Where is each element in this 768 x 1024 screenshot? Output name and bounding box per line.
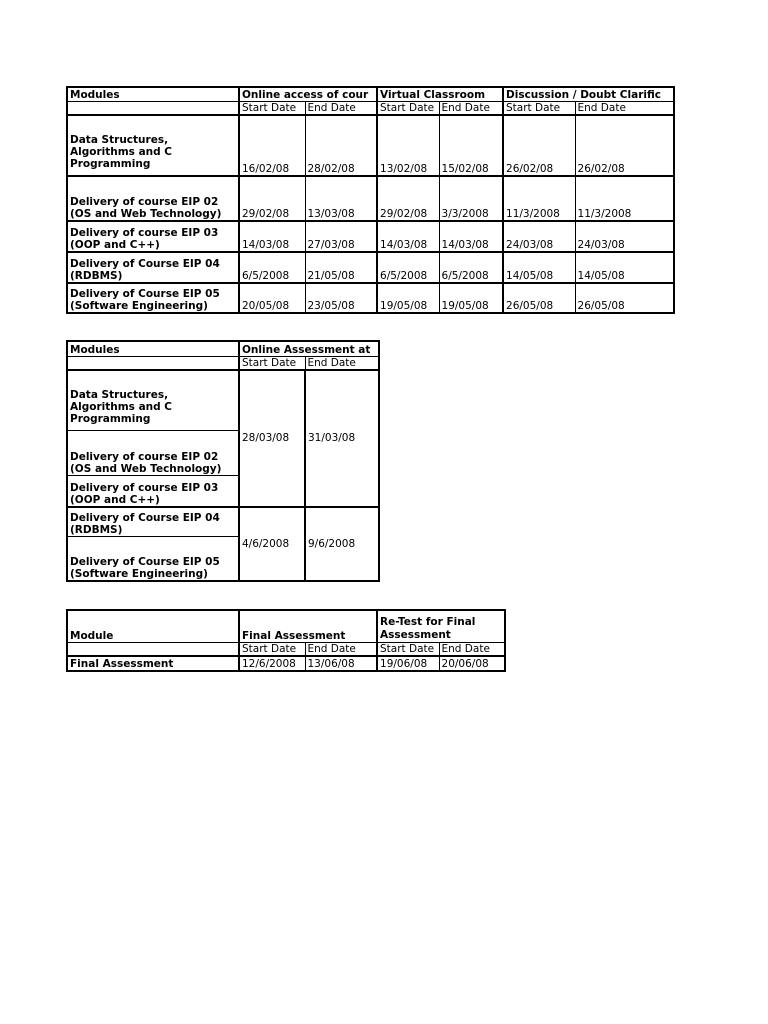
- start-date-header: Start Date: [239, 356, 305, 370]
- date-cell: 27/03/08: [305, 221, 377, 252]
- module-name: Final Assessment: [67, 656, 239, 671]
- date-cell: 29/02/08: [239, 176, 305, 221]
- date-cell: 24/03/08: [575, 221, 674, 252]
- date-cell: 13/06/08: [305, 656, 377, 671]
- date-cell: 14/03/08: [239, 221, 305, 252]
- table-row: [67, 252, 674, 283]
- table-row: [67, 176, 674, 221]
- date-cell: 13/02/08: [377, 115, 439, 176]
- schedule-table-final-assessment: [66, 609, 506, 672]
- subheader-blank: [67, 642, 239, 656]
- date-cell: 19/05/08: [377, 283, 439, 313]
- date-cell: 15/02/08: [439, 115, 503, 176]
- date-cell: 14/03/08: [439, 221, 503, 252]
- date-cell: 21/05/08: [305, 252, 377, 283]
- subheader-row: [67, 642, 505, 656]
- group1-end-date: 31/03/08: [305, 370, 379, 507]
- modules-header: Modules: [67, 87, 239, 101]
- online-access-header: Online access of cour: [239, 87, 377, 101]
- date-cell: 14/05/08: [503, 252, 575, 283]
- start-date-header: Start Date: [239, 101, 305, 115]
- end-date-header: End Date: [439, 101, 503, 115]
- date-cell: 6/5/2008: [439, 252, 503, 283]
- date-cell: 28/02/08: [305, 115, 377, 176]
- date-cell: 14/03/08: [377, 221, 439, 252]
- module-name: Delivery of course EIP 02 (OS and Web Technology): [67, 431, 239, 476]
- end-date-header: End Date: [305, 101, 377, 115]
- date-cell: 11/3/2008: [503, 176, 575, 221]
- date-cell: 16/02/08: [239, 115, 305, 176]
- date-cell: 12/6/2008: [239, 656, 305, 671]
- table-row: [67, 221, 674, 252]
- module-name: Delivery of Course EIP 05 (Software Engineering): [67, 283, 239, 313]
- start-date-header: Start Date: [377, 642, 439, 656]
- subheader-row: [67, 356, 379, 370]
- table-row: [67, 507, 379, 537]
- table-row: [67, 656, 505, 671]
- module-name: Data Structures, Algorithms and C Programming: [67, 115, 239, 176]
- header-row: [67, 610, 505, 642]
- table-row: [67, 370, 379, 431]
- end-date-header: End Date: [439, 642, 505, 656]
- date-cell: 14/05/08: [575, 252, 674, 283]
- date-cell: 26/02/08: [575, 115, 674, 176]
- end-date-header: End Date: [305, 356, 379, 370]
- final-assessment-header: Final Assessment: [239, 610, 377, 642]
- schedule-table-online-assessment: [66, 340, 380, 582]
- start-date-header: Start Date: [239, 642, 305, 656]
- group1-start-date: 28/03/08: [239, 370, 305, 507]
- subheader-row: [67, 101, 674, 115]
- date-cell: 24/03/08: [503, 221, 575, 252]
- date-cell: 6/5/2008: [377, 252, 439, 283]
- virtual-classroom-header: Virtual Classroom: [377, 87, 503, 101]
- module-name: Delivery of Course EIP 04 (RDBMS): [67, 507, 239, 537]
- date-cell: 23/05/08: [305, 283, 377, 313]
- table-row: [67, 283, 674, 313]
- module-header: Module: [67, 610, 239, 642]
- start-date-header: Start Date: [503, 101, 575, 115]
- module-name: Delivery of Course EIP 05 (Software Engineering): [67, 537, 239, 581]
- retest-header: Re-Test for Final Assessment: [377, 610, 505, 642]
- end-date-header: End Date: [305, 642, 377, 656]
- module-name: Delivery of course EIP 02 (OS and Web Technology): [67, 176, 239, 221]
- date-cell: 19/06/08: [377, 656, 439, 671]
- date-cell: 26/02/08: [503, 115, 575, 176]
- date-cell: 29/02/08: [377, 176, 439, 221]
- end-date-header: End Date: [575, 101, 674, 115]
- start-date-header: Start Date: [377, 101, 439, 115]
- module-name: Delivery of course EIP 03 (OOP and C++): [67, 476, 239, 507]
- modules-header: Modules: [67, 341, 239, 356]
- group2-end-date: 9/6/2008: [305, 507, 379, 581]
- online-assessment-header: Online Assessment at: [239, 341, 379, 356]
- module-name: Data Structures, Algorithms and C Programming: [67, 370, 239, 431]
- discussion-header: Discussion / Doubt Clarific: [503, 87, 674, 101]
- header-row: [67, 341, 379, 356]
- date-cell: 20/05/08: [239, 283, 305, 313]
- schedule-table-delivery: [66, 86, 675, 314]
- date-cell: 3/3/2008: [439, 176, 503, 221]
- date-cell: 19/05/08: [439, 283, 503, 313]
- date-cell: 20/06/08: [439, 656, 505, 671]
- header-row: [67, 87, 674, 101]
- subheader-blank: [67, 356, 239, 370]
- group2-start-date: 4/6/2008: [239, 507, 305, 581]
- module-name: Delivery of course EIP 03 (OOP and C++): [67, 221, 239, 252]
- subheader-blank: [67, 101, 239, 115]
- table-row: [67, 115, 674, 176]
- date-cell: 6/5/2008: [239, 252, 305, 283]
- date-cell: 26/05/08: [575, 283, 674, 313]
- date-cell: 13/03/08: [305, 176, 377, 221]
- module-name: Delivery of Course EIP 04 (RDBMS): [67, 252, 239, 283]
- date-cell: 26/05/08: [503, 283, 575, 313]
- date-cell: 11/3/2008: [575, 176, 674, 221]
